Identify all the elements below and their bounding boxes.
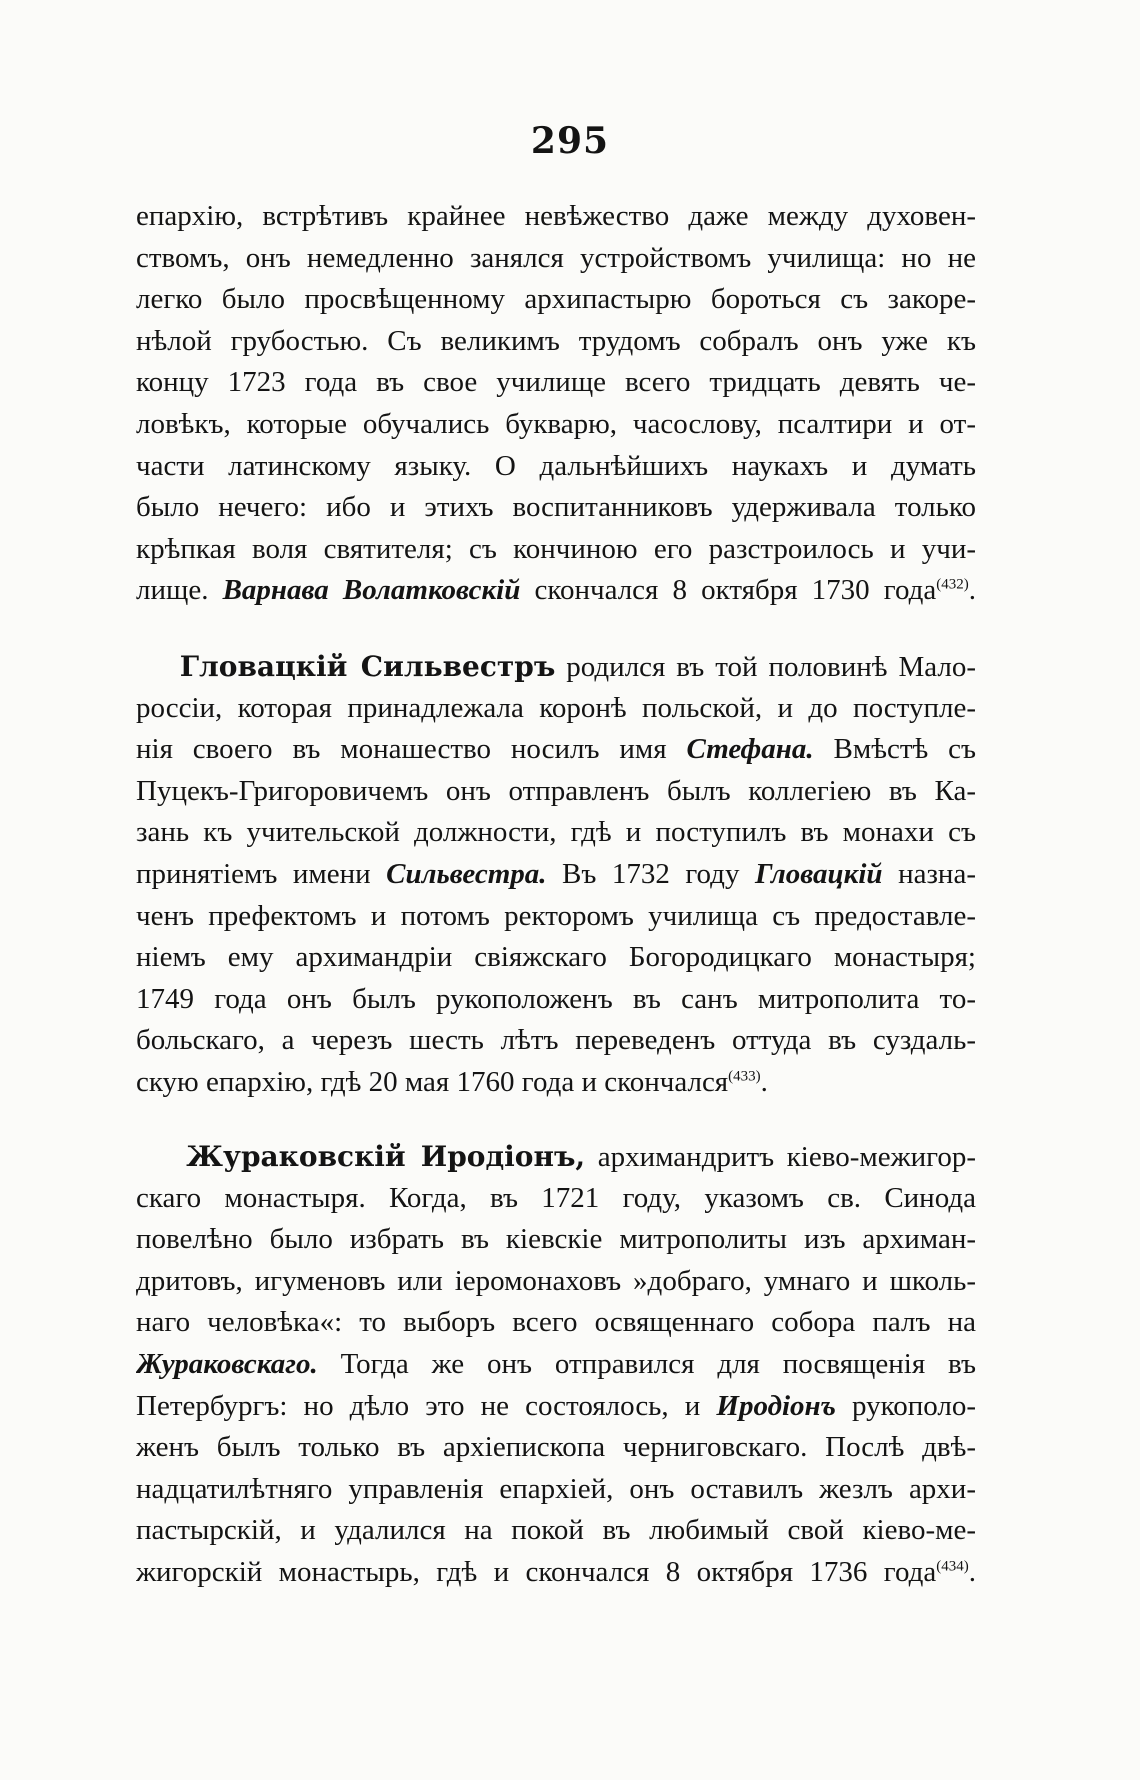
text-line-last bbox=[136, 1062, 976, 1104]
page-number: 295 bbox=[530, 120, 610, 162]
text-line: скаго монастыря. Когда, въ 1721 году, указомъ св. Синода bbox=[136, 1181, 976, 1214]
text-fragment: жигорскій монастырь, гдѣ и скончался 8 октября 1736 года bbox=[136, 1555, 937, 1588]
text-line bbox=[136, 1136, 976, 1178]
text-fragment: скончался 8 октября 1730 года bbox=[520, 574, 937, 607]
paragraph-varnava-continuation bbox=[136, 196, 976, 612]
text-line-last bbox=[136, 1552, 976, 1594]
text-line: ловѣкъ, которые обучались букварю, часослову, псалтири и от- bbox=[136, 407, 976, 440]
text-fragment: Вмѣстѣ съ bbox=[813, 733, 976, 766]
text-line bbox=[136, 1344, 976, 1386]
paragraph-glovatsky bbox=[136, 646, 976, 1104]
entry-heading: Жураковскій Иродіонъ, bbox=[186, 1140, 586, 1173]
footnote-marker: (433) bbox=[728, 1068, 761, 1085]
text-fragment: . bbox=[968, 1555, 976, 1588]
text-fragment: . bbox=[760, 1065, 768, 1098]
text-line: ніемъ ему архимандріи свіяжскаго Богородицкаго монастыря; bbox=[136, 941, 976, 974]
person-name: Жураковскаго. bbox=[136, 1347, 318, 1380]
text-fragment: . bbox=[968, 574, 976, 607]
text-line: зань къ учительской должности, гдѣ и поступилъ въ монахи съ bbox=[136, 816, 976, 849]
text-fragment: принятіемъ имени bbox=[136, 857, 387, 890]
person-name: Гловацкій bbox=[754, 857, 883, 890]
paragraph-zhurakovsky bbox=[136, 1136, 976, 1594]
text-line: епархію, встрѣтивъ крайнее невѣжество даже между духовен- bbox=[136, 200, 976, 232]
text-fragment: скую епархію, гдѣ 20 мая 1760 года и скончался bbox=[136, 1065, 729, 1098]
text-line: больскаго, а черезъ шесть лѣтъ переведенъ оттуда въ суздаль- bbox=[136, 1024, 976, 1057]
person-name: Стефана. bbox=[686, 733, 814, 766]
text-fragment: назна- bbox=[882, 857, 976, 890]
entry-heading: Гловацкій Сильвестръ bbox=[179, 650, 556, 683]
text-line bbox=[136, 729, 976, 771]
text-fragment: нія своего въ монашество носилъ имя bbox=[136, 733, 687, 766]
text-line bbox=[136, 854, 976, 896]
text-line bbox=[136, 646, 976, 688]
text-line: пастырскій, и удалился на покой въ любимый свой кіево-ме- bbox=[136, 1514, 976, 1547]
text-line: повелѣно было избрать въ кіевскіе митрополиты изъ архиман- bbox=[136, 1223, 976, 1256]
text-line: крѣпкая воля святителя; съ кончиною его разстроилось и учи- bbox=[136, 532, 976, 565]
text-fragment: Въ 1732 году bbox=[546, 857, 755, 890]
text-fragment: Петербургъ: но дѣло это не состоялось, и bbox=[136, 1389, 717, 1422]
text-line: надцатилѣтняго управленія епархіей, онъ оставилъ жезлъ архи- bbox=[136, 1472, 976, 1505]
text-line: Пуцекъ-Григоровичемъ онъ отправленъ былъ коллегіею въ Ка- bbox=[136, 774, 976, 807]
text-line: части латинскому языку. О дальнѣйшихъ наукахъ и думать bbox=[136, 449, 976, 482]
text-line: дритовъ, игуменовъ или іеромонаховъ »добраго, умнаго и школь- bbox=[136, 1264, 976, 1297]
text-line: россіи, которая принадлежала коронѣ польской, и до поступле- bbox=[136, 691, 976, 724]
text-line bbox=[136, 1386, 976, 1428]
text-fragment: Тогда же онъ отправился для посвященія въ bbox=[317, 1347, 976, 1380]
text-line: нѣлой грубостью. Съ великимъ трудомъ собралъ онъ уже къ bbox=[136, 324, 976, 357]
text-fragment: лище. bbox=[136, 574, 223, 607]
text-line-last bbox=[136, 570, 976, 612]
text-line: ченъ префектомъ и потомъ ректоромъ училища съ предоставле- bbox=[136, 899, 976, 932]
text-line: ствомъ, онъ немедленно занялся устройствомъ училища: но не bbox=[136, 241, 976, 274]
text-line: легко было просвѣщенному архипастырю бороться съ закоре- bbox=[136, 283, 976, 316]
person-name: Варнава Волатковскій bbox=[222, 574, 521, 607]
text-line: наго человѣка«: то выборъ всего освященнаго собора палъ на bbox=[136, 1306, 976, 1339]
text-line: женъ былъ только въ архіепископа черниговскаго. Послѣ двѣ- bbox=[136, 1431, 976, 1464]
text-fragment: архимандритъ кіево-межигор- bbox=[585, 1141, 976, 1173]
footnote-marker: (432) bbox=[936, 576, 969, 593]
person-name: Сильвестра. bbox=[386, 857, 547, 890]
person-name: Иродіонъ bbox=[716, 1389, 836, 1422]
text-line: 1749 года онъ былъ рукоположенъ въ санъ митрополита то- bbox=[136, 982, 976, 1015]
text-line: было нечего: ибо и этихъ воспитанниковъ удерживала только bbox=[136, 491, 976, 524]
text-fragment: рукополо- bbox=[835, 1389, 976, 1422]
text-fragment: родился въ той половинѣ Мало- bbox=[555, 651, 976, 683]
footnote-marker: (434) bbox=[936, 1558, 969, 1575]
text-line: концу 1723 года въ свое училище всего тридцать девять че- bbox=[136, 366, 976, 399]
